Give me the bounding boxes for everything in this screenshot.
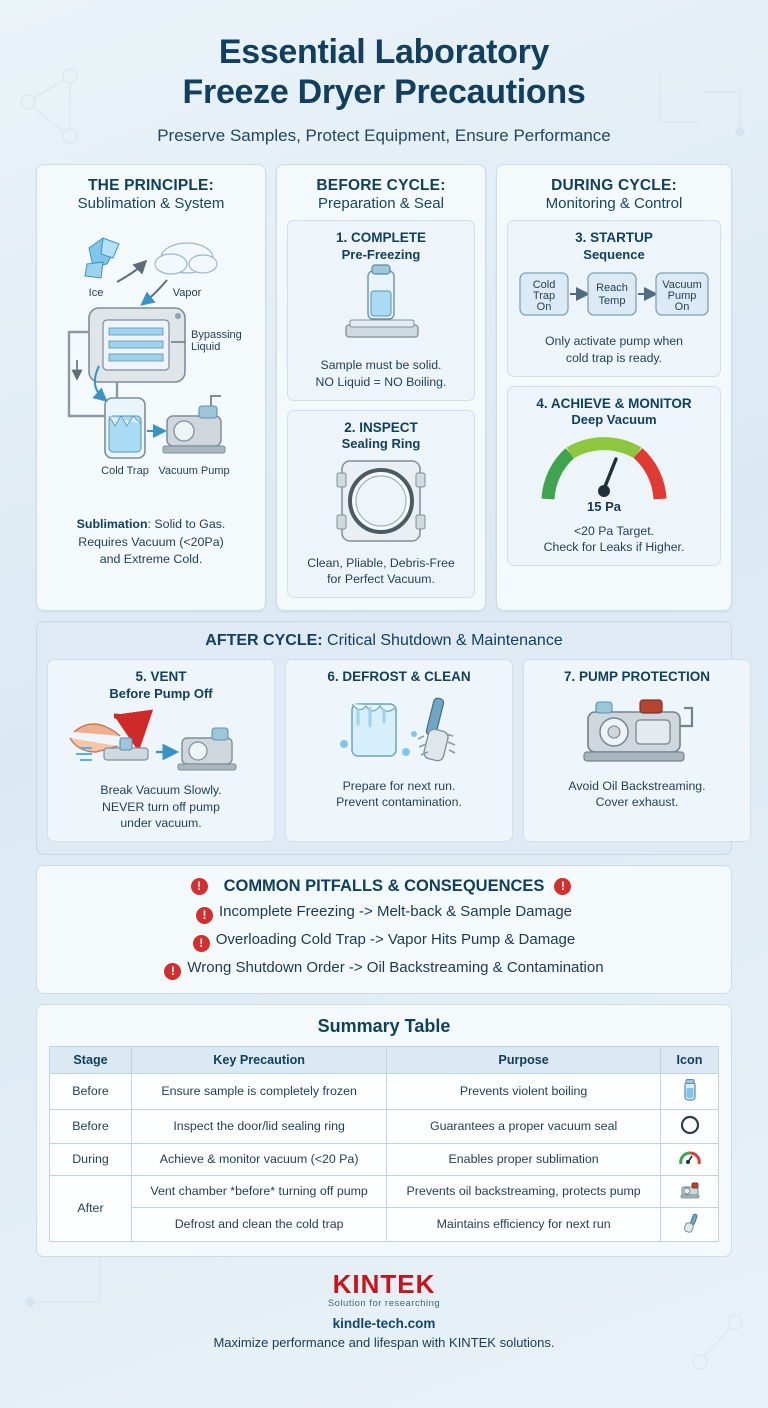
vacuum-gauge-illustration — [516, 429, 712, 517]
step-4-subtitle: Deep Vacuum — [571, 412, 657, 428]
cell-stage: Before — [50, 1073, 132, 1109]
before-head-1: BEFORE CYCLE: — [316, 177, 446, 195]
cell-precaution: Defrost and clean the cold trap — [132, 1207, 387, 1241]
step-5-card — [47, 659, 275, 842]
cell-purpose: Enables proper sublimation — [387, 1143, 661, 1175]
brush-icon — [418, 697, 455, 762]
before-heading — [287, 177, 475, 212]
svg-text:Pump: Pump — [667, 290, 697, 303]
pitfalls-title: COMMON PITFALLS & CONSEQUENCES — [223, 876, 545, 895]
step-1-card — [287, 220, 475, 400]
step-2-card — [287, 410, 475, 598]
panel-during-cycle — [496, 164, 732, 611]
table-row — [50, 1143, 719, 1175]
step-4-text: <20 Pa Target. Check for Leaks if Higher. — [543, 523, 685, 555]
title-line-2: Freeze Dryer Precautions — [182, 73, 586, 112]
step-5-title: 5. VENT — [135, 668, 187, 684]
footer-tagline: Maximize performance and lifespan with KINTEK solutions. — [213, 1334, 555, 1350]
vacuum-pump-icon — [163, 396, 225, 453]
pump-icon — [178, 728, 236, 770]
ice-crystal-icon — [85, 238, 119, 278]
startup-sequence-flow — [516, 263, 712, 327]
during-head-1: DURING CYCLE: — [551, 177, 677, 195]
after-cycle-heading — [47, 632, 721, 650]
alert-icon: ! — [164, 963, 181, 980]
alert-icon: ! — [196, 907, 213, 924]
table-row — [50, 1109, 719, 1143]
startup-step-2-label: Reach — [596, 282, 628, 295]
step-1-text: Sample must be solid. NO Liquid = NO Boiling. — [315, 358, 447, 389]
svg-text:Trap: Trap — [532, 290, 556, 303]
brand-logo: KINTEK — [332, 1268, 436, 1299]
step-6-title: 6. DEFROST & CLEAN — [327, 668, 471, 684]
pitfall-item: ! Wrong Shutdown Order -> Oil Backstreaming & Contamination — [47, 959, 721, 980]
footer — [36, 1269, 732, 1350]
cell-purpose: Guarantees a proper vacuum seal — [387, 1109, 661, 1143]
svg-text:On: On — [674, 301, 690, 314]
step-1-title: 1. COMPLETE — [335, 230, 426, 246]
table-header-row — [50, 1046, 719, 1073]
table-row — [50, 1175, 719, 1207]
cell-precaution: Achieve & monitor vacuum (<20 Pa) — [132, 1143, 387, 1175]
step-4-title: 4. ACHIEVE & MONITOR — [536, 395, 692, 411]
table-row — [50, 1073, 719, 1109]
step-3-subtitle: Sequence — [583, 247, 645, 263]
panel-principle — [36, 164, 266, 611]
before-head-2: Preparation & Seal — [318, 195, 444, 213]
ring-icon — [661, 1109, 719, 1143]
pump-protection-illustration — [532, 686, 742, 772]
label-vacuum-pump: Vacuum Pump — [158, 465, 230, 478]
table-row — [50, 1207, 719, 1241]
cell-purpose: Prevents violent boiling — [387, 1073, 661, 1109]
principle-text-line3: and Extreme Cold. — [99, 551, 203, 566]
frozen-vial-illustration — [296, 263, 466, 351]
pump-icon — [661, 1175, 719, 1207]
step-7-title: 7. PUMP PROTECTION — [563, 668, 711, 684]
title-line-1: Essential Laboratory — [218, 33, 550, 71]
svg-text:Liquid: Liquid — [191, 341, 221, 354]
step-3-text: Only activate pump when cold trap is ready. — [544, 334, 684, 365]
step-6-text: Prepare for next run. Prevent contamination. — [336, 778, 462, 810]
during-head-2: Monitoring & Control — [545, 195, 683, 213]
svg-text:On: On — [536, 301, 552, 314]
cell-stage: Before — [50, 1109, 132, 1143]
label-bypassing-liquid: Bypassing — [191, 329, 242, 342]
summary-title: Summary Table — [317, 1015, 451, 1036]
column-header-stage: Stage — [50, 1046, 132, 1073]
panel-after-cycle — [36, 621, 732, 855]
startup-step-3-label: Vacuum — [662, 279, 702, 292]
label-vapor: Vapor — [172, 287, 202, 300]
cell-purpose: Prevents oil backstreaming, protects pump — [387, 1175, 661, 1207]
principle-head-1: THE PRINCIPLE: — [88, 177, 214, 195]
after-head-rest: Critical Shutdown & Maintenance — [322, 631, 563, 649]
page-title — [36, 32, 732, 112]
page-subtitle: Preserve Samples, Protect Equipment, Ensure Performance — [157, 126, 611, 146]
principle-text-line2: Requires Vacuum (<20Pa) — [78, 534, 224, 549]
principle-heading — [47, 177, 255, 212]
vapor-cloud-icon — [155, 243, 217, 274]
gauge-icon — [661, 1143, 719, 1175]
step-2-text: Clean, Pliable, Debris-Free for Perfect Vacuum. — [307, 555, 455, 587]
vent-valve-illustration — [56, 702, 266, 776]
step-3-card — [507, 220, 721, 376]
gauge-value-label: 15 Pa — [587, 498, 621, 514]
cell-precaution: Ensure sample is completely frozen — [132, 1073, 387, 1109]
startup-step-1-label: Cold — [532, 279, 556, 292]
defrost-clean-illustration — [294, 686, 504, 772]
cell-stage: During — [50, 1143, 132, 1175]
pitfall-item: ! Overloading Cold Trap -> Vapor Hits Pump & Damage — [47, 931, 721, 952]
step-6-card — [285, 659, 513, 842]
summary-table — [49, 1046, 719, 1242]
principle-text-rest: : Solid to Gas. — [147, 517, 226, 532]
after-head-bold: AFTER CYCLE: — [205, 631, 323, 649]
column-header-precaution: Key Precaution — [132, 1046, 387, 1073]
main-columns — [36, 164, 732, 611]
cell-purpose: Maintains efficiency for next run — [387, 1207, 661, 1241]
sealing-ring-illustration — [296, 453, 466, 549]
cold-trap-icon — [105, 398, 145, 458]
alert-icon: ! — [554, 878, 571, 895]
cell-stage: After — [50, 1175, 132, 1241]
pitfall-item: ! Incomplete Freezing -> Melt-back & Sample Damage — [47, 903, 721, 924]
column-header-purpose: Purpose — [387, 1046, 661, 1073]
step-3-title: 3. STARTUP — [575, 230, 653, 246]
step-1-subtitle: Pre-Freezing — [341, 247, 421, 263]
step-5-subtitle: Before Pump Off — [109, 685, 213, 701]
panel-common-pitfalls — [36, 865, 732, 994]
brush-icon — [661, 1207, 719, 1241]
website-link[interactable]: kindle-tech.com — [332, 1315, 436, 1331]
svg-text:Temp: Temp — [598, 295, 626, 308]
step-2-subtitle: Sealing Ring — [341, 436, 421, 452]
brand-tagline: Solution for researching — [327, 1297, 441, 1309]
step-7-text: Avoid Oil Backstreaming. Cover exhaust. — [568, 778, 706, 810]
principle-head-2: Sublimation & System — [77, 195, 225, 213]
label-cold-trap: Cold Trap — [101, 465, 149, 478]
during-heading — [507, 177, 721, 212]
pitfalls-heading — [47, 877, 721, 896]
step-2-title: 2. INSPECT — [344, 419, 418, 435]
alert-icon: ! — [193, 935, 210, 952]
column-header-icon: Icon — [661, 1046, 719, 1073]
cell-precaution: Vent chamber *before* turning off pump — [132, 1175, 387, 1207]
label-ice: Ice — [88, 287, 104, 300]
step-7-card — [523, 659, 751, 842]
principle-text-bold: Sublimation — [76, 517, 148, 532]
step-5-text: Break Vacuum Slowly. NEVER turn off pump under vacuum. — [100, 782, 222, 831]
panel-before-cycle — [276, 164, 486, 611]
vial-icon — [661, 1073, 719, 1109]
principle-diagram — [47, 220, 255, 510]
principle-description — [47, 516, 255, 568]
cell-precaution: Inspect the door/lid sealing ring — [132, 1109, 387, 1143]
step-4-card — [507, 386, 721, 566]
panel-summary-table — [36, 1004, 732, 1257]
freeze-dryer-chamber-icon — [89, 308, 185, 382]
alert-icon: ! — [191, 878, 208, 895]
